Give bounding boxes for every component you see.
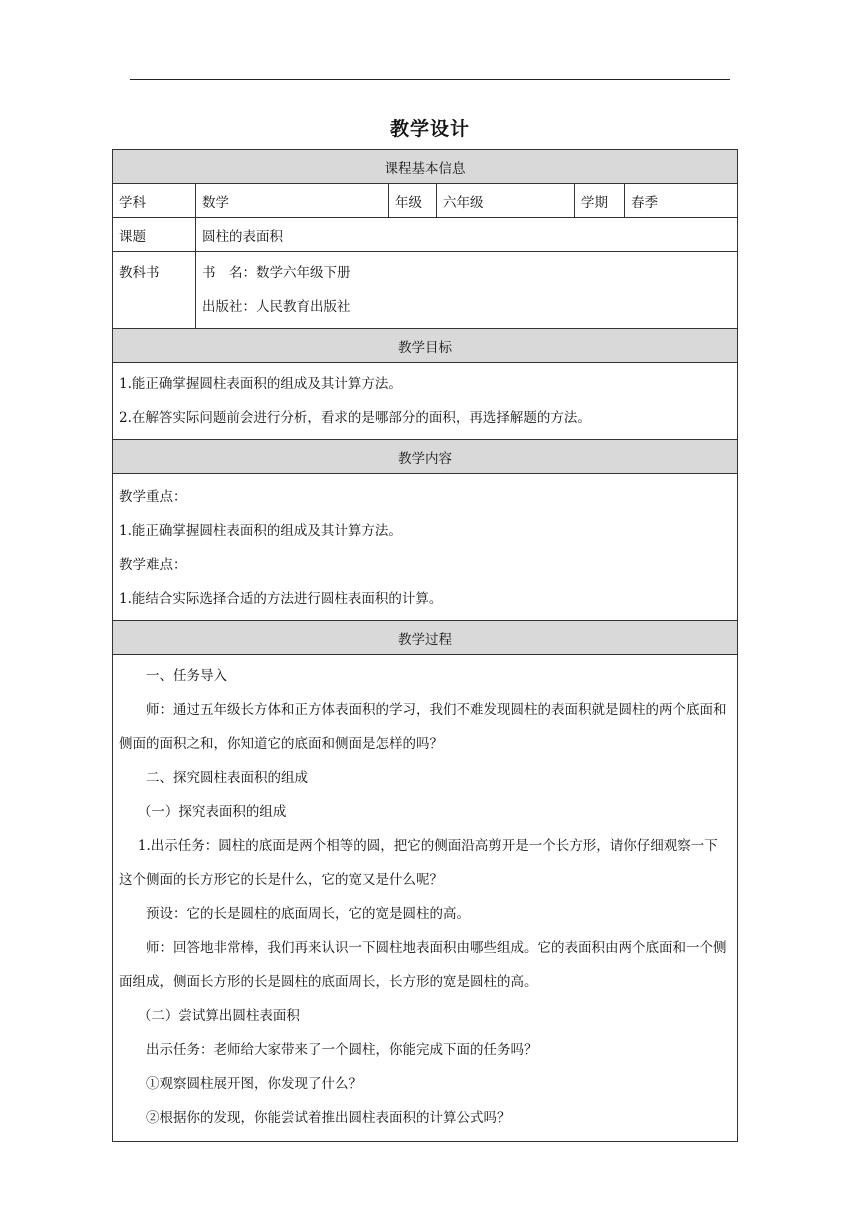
term-label: 学期 xyxy=(575,184,625,218)
process-subheading: （一）探究表面积的组成 xyxy=(137,804,287,820)
term-value: 春季 xyxy=(625,184,738,218)
process-paragraph: 预设：它的长是圆柱的底面周长，它的宽是圆柱的高。 xyxy=(146,906,470,922)
lesson-plan-table xyxy=(112,149,738,1142)
difficulty-item: 1.能结合实际选择合适的方法进行圆柱表面积的计算。 xyxy=(119,591,443,607)
grade-label: 年级 xyxy=(389,184,437,218)
process-subheading: （二）尝试算出圆柱表面积 xyxy=(137,1008,300,1024)
section-header-row xyxy=(113,329,738,363)
process-paragraph: ①观察圆柱展开图，你发现了什么？ xyxy=(146,1076,362,1092)
subject-label: 学科 xyxy=(113,184,196,218)
process-paragraph: ②根据你的发现，你能尝试着推出圆柱表面积的计算公式吗？ xyxy=(146,1110,511,1126)
section-header-row xyxy=(113,440,738,474)
topic-value: 圆柱的表面积 xyxy=(196,218,738,252)
key-point-item: 1.能正确掌握圆柱表面积的组成及其计算方法。 xyxy=(119,523,402,539)
objectives-header: 教学目标 xyxy=(113,329,738,363)
section-header-row xyxy=(113,621,738,655)
objectives-row xyxy=(113,363,738,440)
process-heading: 二、探究圆柱表面积的组成 xyxy=(146,770,308,786)
key-points-label: 教学重点： xyxy=(119,489,187,505)
textbook-row xyxy=(113,252,738,329)
objective-item: 1.能正确掌握圆柱表面积的组成及其计算方法。 xyxy=(119,376,402,392)
difficulty-label: 教学难点： xyxy=(119,557,187,573)
objective-item: 2.在解答实际问题前会进行分析，看求的是哪部分的面积，再选择解题的方法。 xyxy=(119,410,591,426)
content-header: 教学内容 xyxy=(113,440,738,474)
process-paragraph: 1.出示任务：圆柱的底面是两个相等的圆，把它的侧面沿高剪开是一个长方形，请你仔细观察一下这个侧面的长方形它的长是什么，它的宽又是什么呢？ xyxy=(119,838,718,888)
subject-value: 数学 xyxy=(196,184,389,218)
topic-label: 课题 xyxy=(113,218,196,252)
section-header-row xyxy=(113,150,738,184)
process-heading: 一、任务导入 xyxy=(146,668,227,684)
content-row xyxy=(113,474,738,621)
textbook-name: 书 名：数学六年级下册 xyxy=(202,265,351,281)
process-paragraph: 出示任务：老师给大家带来了一个圆柱，你能完成下面的任务吗？ xyxy=(146,1042,538,1058)
grade-value: 六年级 xyxy=(437,184,575,218)
topic-row xyxy=(113,218,738,252)
process-row xyxy=(113,655,738,1142)
process-paragraph: 师：通过五年级长方体和正方体表面积的学习，我们不难发现圆柱的表面积就是圆柱的两个底面和侧面的面积之和，你知道它的底面和侧面是怎样的吗？ xyxy=(119,702,727,752)
process-paragraph: 师：回答地非常棒，我们再来认识一下圆柱地表面积由哪些组成。它的表面积由两个底面和一个侧面组成，侧面长方形的长是圆柱的底面周长，长方形的宽是圆柱的高。 xyxy=(119,940,727,990)
document-title: 教学设计 xyxy=(389,118,470,140)
textbook-publisher: 出版社：人民教育出版社 xyxy=(202,299,351,315)
subject-row xyxy=(113,184,738,218)
textbook-label: 教科书 xyxy=(119,265,160,281)
header-rule xyxy=(130,79,730,80)
basic-info-header: 课程基本信息 xyxy=(113,150,738,184)
process-header: 教学过程 xyxy=(113,621,738,655)
